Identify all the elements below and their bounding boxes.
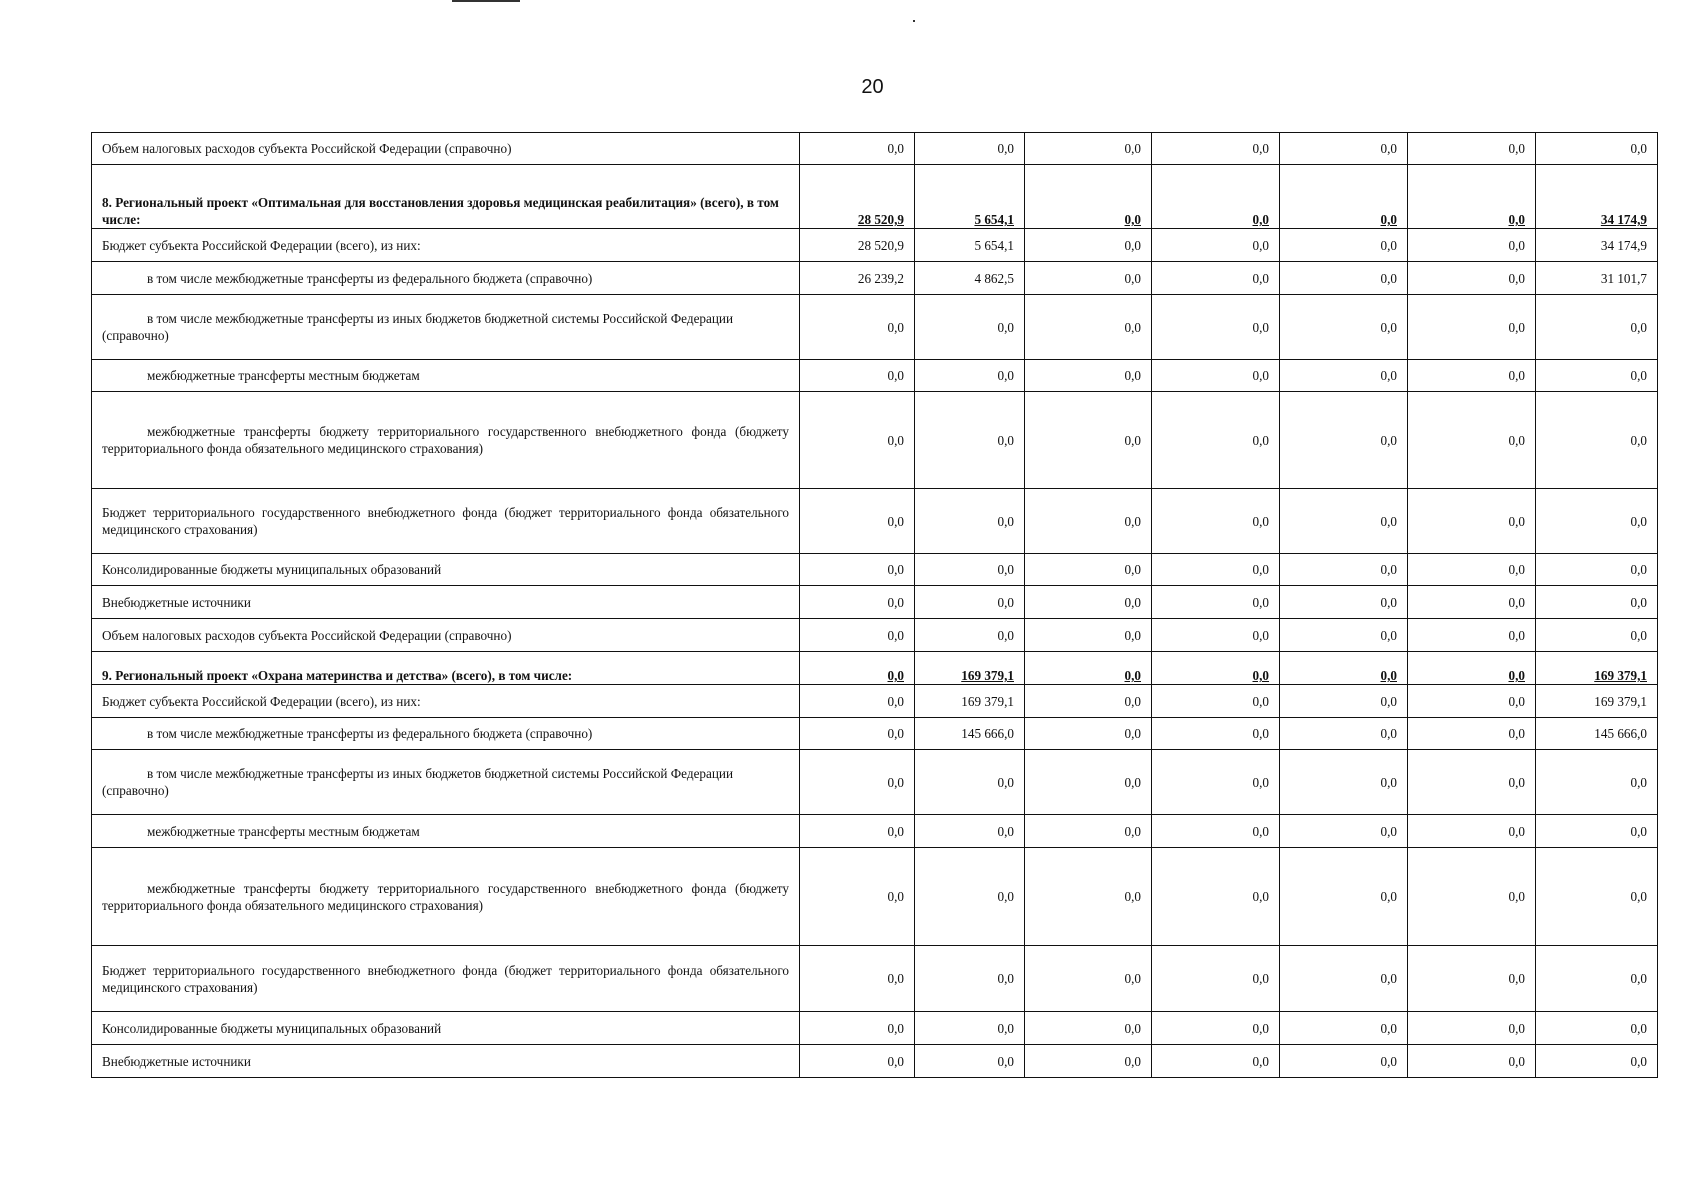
value-cell: [1408, 652, 1536, 685]
row-label: Консолидированные бюджеты муниципальных образований: [92, 554, 800, 586]
table-row: [92, 848, 1658, 946]
table-row: [92, 360, 1658, 392]
value-cell: [1280, 652, 1408, 685]
value-text: 0,0: [1252, 668, 1269, 683]
row-label: Внебюджетные источники: [92, 586, 800, 619]
value-text: 0,0: [1508, 668, 1525, 683]
value-cell: 0,0: [1536, 392, 1658, 489]
value-cell: 0,0: [1536, 619, 1658, 652]
row-label: 9. Региональный проект «Охрана материнства и детства» (всего), в том числе:: [92, 652, 800, 685]
value-cell: 0,0: [1408, 718, 1536, 750]
value-cell: 0,0: [1408, 1012, 1536, 1045]
row-label: межбюджетные трансферты местным бюджетам: [92, 360, 800, 392]
page-number: 20: [861, 76, 884, 98]
value-cell: 0,0: [1408, 392, 1536, 489]
value-cell: 4 862,5: [915, 262, 1025, 295]
value-cell: 0,0: [1025, 1045, 1152, 1078]
value-cell: 0,0: [1536, 489, 1658, 554]
value-cell: 0,0: [1152, 554, 1280, 586]
value-cell: 0,0: [915, 619, 1025, 652]
value-text: 0,0: [887, 668, 904, 683]
value-cell: 0,0: [915, 392, 1025, 489]
value-cell: 0,0: [915, 586, 1025, 619]
value-cell: 0,0: [1280, 360, 1408, 392]
value-cell: 0,0: [915, 1045, 1025, 1078]
value-cell: 0,0: [1536, 360, 1658, 392]
value-cell: 0,0: [915, 815, 1025, 848]
value-cell: 0,0: [1025, 133, 1152, 165]
value-cell: 0,0: [1280, 815, 1408, 848]
row-label: Бюджет субъекта Российской Федерации (всего), из них:: [92, 229, 800, 262]
row-label: межбюджетные трансферты бюджету территориального государственного внебюджетного фонда (бюджету территориального фонда обязательного медицинского страхования): [92, 392, 800, 489]
value-cell: [800, 165, 915, 229]
value-cell: 169 379,1: [915, 685, 1025, 718]
value-cell: 0,0: [915, 946, 1025, 1012]
value-cell: 0,0: [1280, 262, 1408, 295]
table-row: [92, 750, 1658, 815]
value-cell: 0,0: [1280, 848, 1408, 946]
value-cell: [915, 652, 1025, 685]
value-cell: 0,0: [1536, 848, 1658, 946]
value-cell: 0,0: [1408, 619, 1536, 652]
value-cell: 0,0: [1408, 262, 1536, 295]
table-row: [92, 133, 1658, 165]
value-cell: 0,0: [800, 295, 915, 360]
value-cell: 0,0: [915, 133, 1025, 165]
value-text: 5 654,1: [974, 212, 1014, 227]
value-cell: 0,0: [1152, 1012, 1280, 1045]
value-cell: [800, 652, 915, 685]
row-label: в том числе межбюджетные трансферты из иных бюджетов бюджетной системы Российской Федерации (справочно): [92, 295, 800, 360]
row-label: межбюджетные трансферты местным бюджетам: [92, 815, 800, 848]
value-text: 34 174,9: [1600, 212, 1647, 227]
scan-artifact-top: [452, 0, 520, 2]
value-cell: 5 654,1: [915, 229, 1025, 262]
value-cell: 0,0: [1152, 295, 1280, 360]
value-text: 169 379,1: [961, 668, 1014, 683]
table-row-project-9: [92, 652, 1658, 685]
value-cell: 0,0: [915, 489, 1025, 554]
value-cell: 31 101,7: [1536, 262, 1658, 295]
value-cell: 0,0: [800, 750, 915, 815]
value-cell: 0,0: [1025, 619, 1152, 652]
value-cell: 0,0: [1536, 133, 1658, 165]
value-cell: 0,0: [1152, 262, 1280, 295]
value-cell: 0,0: [800, 360, 915, 392]
value-cell: 0,0: [1408, 1045, 1536, 1078]
table-row: [92, 619, 1658, 652]
value-cell: 0,0: [1025, 586, 1152, 619]
value-cell: 0,0: [1280, 750, 1408, 815]
table-row: [92, 489, 1658, 554]
value-cell: 0,0: [1408, 295, 1536, 360]
value-cell: 0,0: [1025, 295, 1152, 360]
value-text: 0,0: [1508, 212, 1525, 227]
value-cell: 0,0: [1025, 360, 1152, 392]
value-cell: 0,0: [1408, 685, 1536, 718]
row-label: Объем налоговых расходов субъекта Российской Федерации (справочно): [92, 133, 800, 165]
value-cell: [1152, 165, 1280, 229]
table-row-project-8: [92, 165, 1658, 229]
value-cell: 0,0: [1408, 489, 1536, 554]
value-cell: 0,0: [1152, 619, 1280, 652]
scan-artifact-dot: [913, 20, 915, 22]
value-cell: 0,0: [1025, 489, 1152, 554]
value-cell: [1536, 165, 1658, 229]
value-cell: 0,0: [1536, 295, 1658, 360]
value-cell: 0,0: [915, 554, 1025, 586]
row-label: в том числе межбюджетные трансферты из федерального бюджета (справочно): [92, 718, 800, 750]
value-cell: 0,0: [1280, 1045, 1408, 1078]
value-cell: 0,0: [1152, 133, 1280, 165]
value-cell: 0,0: [1536, 554, 1658, 586]
value-cell: 0,0: [1152, 718, 1280, 750]
value-cell: 169 379,1: [1536, 685, 1658, 718]
value-cell: 145 666,0: [915, 718, 1025, 750]
value-cell: 0,0: [1025, 262, 1152, 295]
value-cell: 0,0: [1025, 815, 1152, 848]
value-cell: 0,0: [1152, 848, 1280, 946]
row-label: Бюджет субъекта Российской Федерации (всего), из них:: [92, 685, 800, 718]
value-cell: 0,0: [1152, 815, 1280, 848]
value-cell: 0,0: [1152, 685, 1280, 718]
value-cell: 0,0: [1152, 586, 1280, 619]
value-cell: 0,0: [1152, 489, 1280, 554]
value-cell: 0,0: [1408, 586, 1536, 619]
value-cell: 0,0: [1280, 685, 1408, 718]
table-row: [92, 586, 1658, 619]
value-cell: 34 174,9: [1536, 229, 1658, 262]
value-text: 169 379,1: [1594, 668, 1647, 683]
value-cell: 0,0: [1025, 685, 1152, 718]
value-cell: 26 239,2: [800, 262, 915, 295]
table-row: [92, 392, 1658, 489]
value-cell: 0,0: [1408, 815, 1536, 848]
table-row: [92, 815, 1658, 848]
table-row: [92, 718, 1658, 750]
value-cell: 0,0: [1280, 295, 1408, 360]
value-cell: 0,0: [1280, 946, 1408, 1012]
value-cell: 0,0: [800, 718, 915, 750]
value-cell: 0,0: [1025, 750, 1152, 815]
value-cell: 0,0: [915, 750, 1025, 815]
row-label: в том числе межбюджетные трансферты из федерального бюджета (справочно): [92, 262, 800, 295]
value-cell: 0,0: [800, 1045, 915, 1078]
value-cell: 0,0: [1408, 554, 1536, 586]
table-row: [92, 685, 1658, 718]
value-cell: 0,0: [1408, 229, 1536, 262]
value-cell: 0,0: [1152, 360, 1280, 392]
row-label: 8. Региональный проект «Оптимальная для восстановления здоровья медицинская реабилитация» (всего), в том числе:: [92, 165, 800, 229]
value-cell: 0,0: [1025, 718, 1152, 750]
value-cell: 0,0: [1025, 229, 1152, 262]
value-cell: 0,0: [800, 489, 915, 554]
value-text: 0,0: [1380, 668, 1397, 683]
value-cell: 28 520,9: [800, 229, 915, 262]
value-cell: 0,0: [1280, 554, 1408, 586]
value-cell: 0,0: [1536, 946, 1658, 1012]
row-label: Объем налоговых расходов субъекта Российской Федерации (справочно): [92, 619, 800, 652]
value-cell: 0,0: [1280, 1012, 1408, 1045]
value-cell: [1152, 652, 1280, 685]
value-cell: 0,0: [1536, 586, 1658, 619]
table-row: [92, 262, 1658, 295]
row-label: Консолидированные бюджеты муниципальных образований: [92, 1012, 800, 1045]
value-cell: 0,0: [800, 392, 915, 489]
table-row: [92, 295, 1658, 360]
value-cell: [1280, 165, 1408, 229]
value-cell: 0,0: [1152, 946, 1280, 1012]
value-cell: 0,0: [1536, 1012, 1658, 1045]
value-cell: 0,0: [800, 133, 915, 165]
value-cell: 0,0: [800, 1012, 915, 1045]
value-text: 0,0: [1380, 212, 1397, 227]
value-text: 28 520,9: [857, 212, 904, 227]
row-label: Внебюджетные источники: [92, 1045, 800, 1078]
value-cell: 0,0: [800, 586, 915, 619]
value-cell: 0,0: [1025, 1012, 1152, 1045]
value-cell: 0,0: [800, 685, 915, 718]
value-text: 0,0: [1124, 668, 1141, 683]
value-cell: [1025, 165, 1152, 229]
value-cell: 0,0: [1408, 360, 1536, 392]
value-cell: 0,0: [1152, 750, 1280, 815]
value-cell: 0,0: [1025, 554, 1152, 586]
value-cell: 0,0: [915, 295, 1025, 360]
table-row: [92, 554, 1658, 586]
value-cell: 0,0: [1280, 619, 1408, 652]
table-row: [92, 1045, 1658, 1078]
row-label: Бюджет территориального государственного внебюджетного фонда (бюджет территориального фонда обязательного медицинского страхования): [92, 946, 800, 1012]
value-cell: 0,0: [800, 848, 915, 946]
value-cell: 0,0: [1152, 1045, 1280, 1078]
value-cell: 0,0: [1408, 848, 1536, 946]
value-cell: 0,0: [1536, 750, 1658, 815]
value-cell: 0,0: [1280, 718, 1408, 750]
value-cell: 0,0: [1280, 229, 1408, 262]
value-cell: 0,0: [915, 360, 1025, 392]
value-cell: 0,0: [1536, 815, 1658, 848]
value-cell: [1408, 165, 1536, 229]
table-row: [92, 946, 1658, 1012]
value-cell: 0,0: [800, 946, 915, 1012]
value-cell: [1536, 652, 1658, 685]
value-cell: 0,0: [800, 815, 915, 848]
value-cell: 0,0: [1025, 946, 1152, 1012]
table-row: [92, 229, 1658, 262]
value-cell: 0,0: [1152, 392, 1280, 489]
value-cell: 0,0: [1025, 392, 1152, 489]
table-row: [92, 1012, 1658, 1045]
value-cell: 0,0: [1025, 848, 1152, 946]
value-cell: 0,0: [1408, 946, 1536, 1012]
value-cell: 0,0: [1280, 489, 1408, 554]
value-cell: 0,0: [800, 619, 915, 652]
value-cell: [1025, 652, 1152, 685]
value-cell: 0,0: [1408, 133, 1536, 165]
row-label: Бюджет территориального государственного внебюджетного фонда (бюджет территориального фонда обязательного медицинского страхования): [92, 489, 800, 554]
value-cell: 0,0: [1280, 133, 1408, 165]
value-cell: 0,0: [1152, 229, 1280, 262]
row-label: в том числе межбюджетные трансферты из иных бюджетов бюджетной системы Российской Федерации (справочно): [92, 750, 800, 815]
value-cell: 0,0: [1536, 1045, 1658, 1078]
value-cell: 145 666,0: [1536, 718, 1658, 750]
budget-table: [91, 132, 1658, 1078]
value-cell: 0,0: [1280, 392, 1408, 489]
value-cell: 0,0: [1408, 750, 1536, 815]
value-cell: [915, 165, 1025, 229]
value-text: 0,0: [1252, 212, 1269, 227]
value-cell: 0,0: [915, 848, 1025, 946]
value-cell: 0,0: [1280, 586, 1408, 619]
value-text: 0,0: [1124, 212, 1141, 227]
value-cell: 0,0: [915, 1012, 1025, 1045]
row-label: межбюджетные трансферты бюджету территориального государственного внебюджетного фонда (бюджету территориального фонда обязательного медицинского страхования): [92, 848, 800, 946]
value-cell: 0,0: [800, 554, 915, 586]
